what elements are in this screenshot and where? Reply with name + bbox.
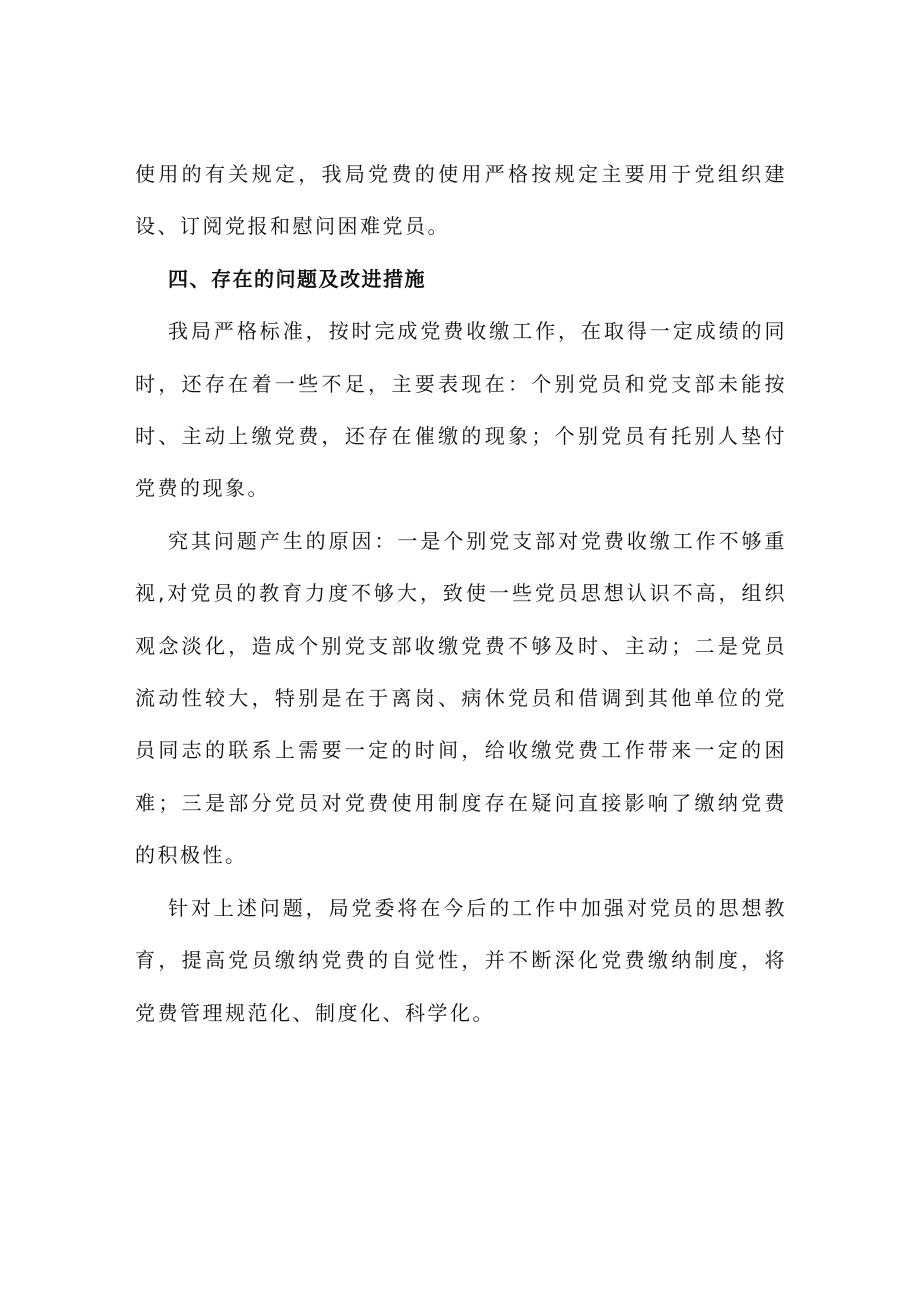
paragraph-causes: 究其问题产生的原因：一是个别党支部对党费收缴工作不够重视,对党员的教育力度不够大，致使一些党员思想认识不高，组织观念淡化，造成个别党支部收缴党费不够及时、主动；二是党员流动性较大，特别是在于离岗、病休党员和借调到其他单位的党员同志的联系上需要一定的时间，给收缴党费工作带来一定的困难；三是部分党员对党费使用制度存在疑问直接影响了缴纳党费的积极性。 [135, 528, 787, 868]
paragraph-shortcomings: 我局严格标准，按时完成党费收缴工作，在取得一定成绩的同时，还存在着一些不足，主要表现在：个别党员和党支部未能按时、主动上缴党费，还存在催缴的现象；个别党员有托别人垫付党费的现象。 [135, 319, 787, 501]
section-heading: 四、存在的问题及改进措施 [168, 266, 426, 291]
paragraph-continuation: 使用的有关规定，我局党费的使用严格按规定主要用于党组织建设、订阅党报和慰问困难党员。 [135, 162, 787, 239]
document-body [135, 148, 787, 1039]
paragraph-measures: 针对上述问题，局党委将在今后的工作中加强对党员的思想教育，提高党员缴纳党费的自觉性，并不断深化党费缴纳制度，将党费管理规范化、制度化、科学化。 [135, 895, 787, 1025]
